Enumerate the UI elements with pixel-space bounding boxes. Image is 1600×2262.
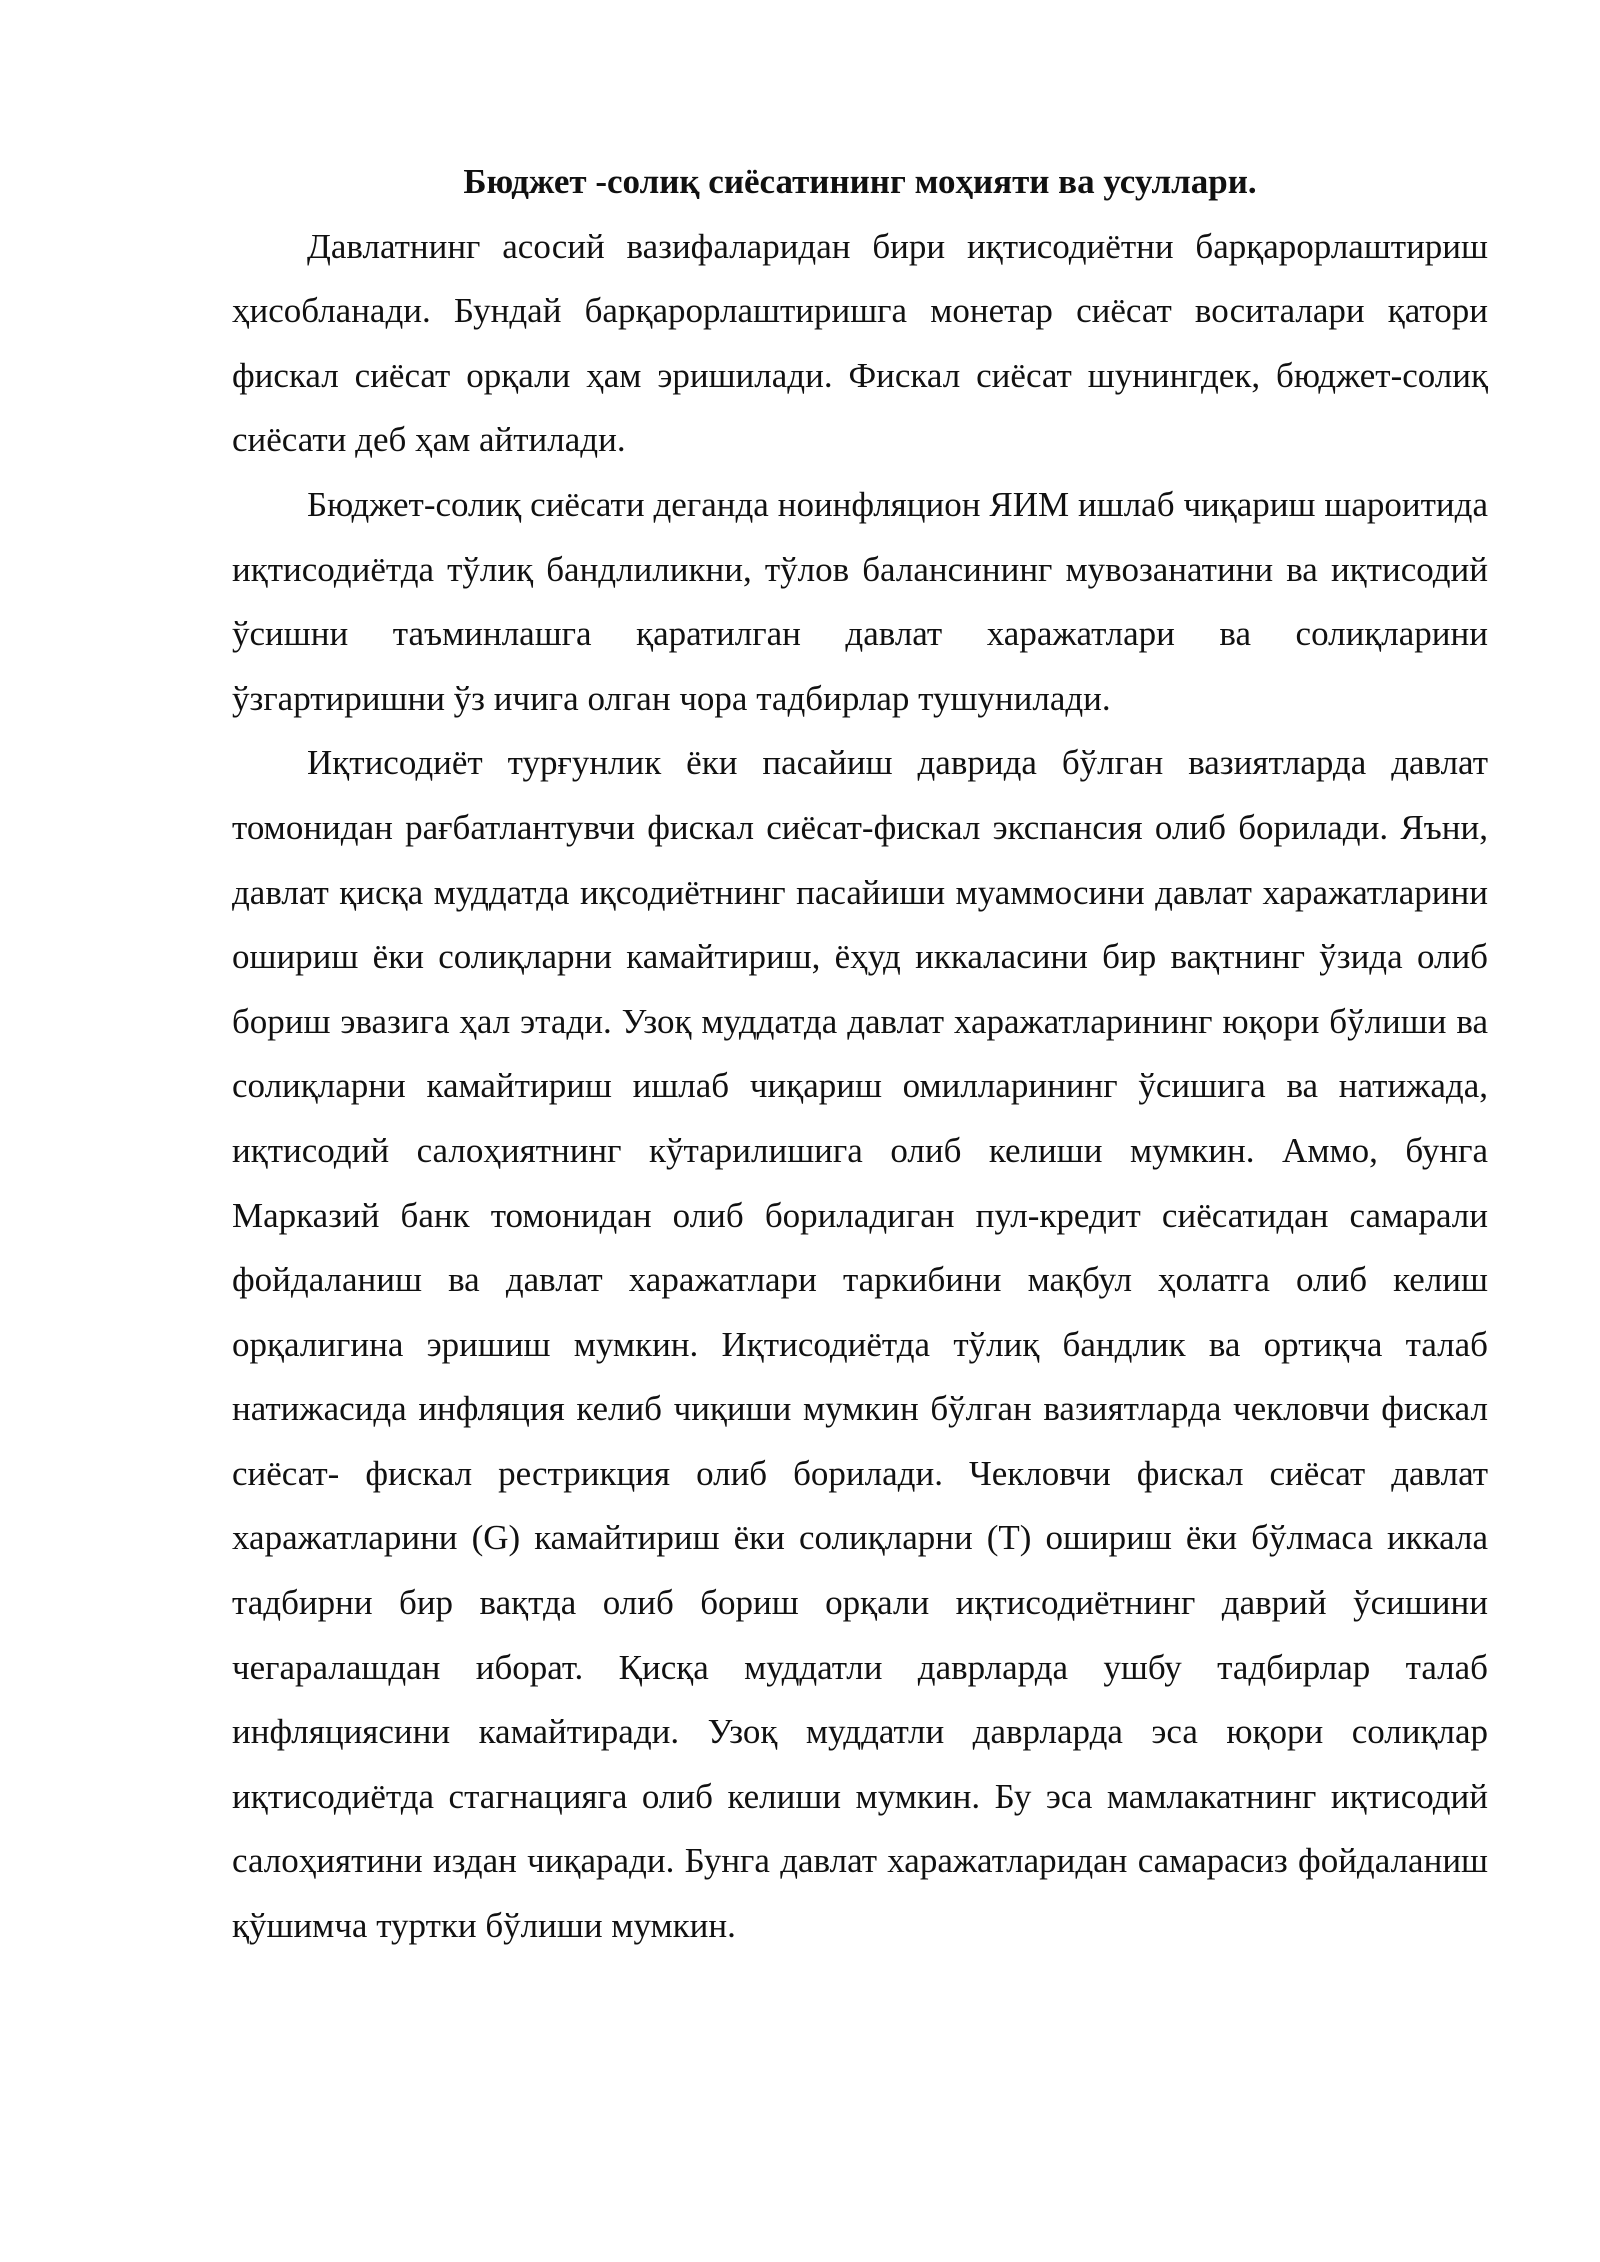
document-page bbox=[232, 150, 1488, 1959]
paragraph-1: Давлатнинг асосий вазифаларидан бири иқтисодиётни барқарорлаштириш ҳисобланади. Бундай барқарорлаштиришга монетар сиёсат воситалари қатори фискал сиёсат орқали ҳам эришилади. Фискал сиёсат шунингдек, бюджет-солиқ сиёсати деб ҳам айтилади. bbox=[232, 226, 1488, 460]
paragraph-2: Бюджет-солиқ сиёсати деганда ноинфляцион ЯИМ ишлаб чиқариш шароитида иқтисодиётда тўлиқ бандлиликни, тўлов балансининг мувозанатини ва иқтисодий ўсишни таъминлашга қаратилган давлат харажатлари ва солиқларини ўзгартиришни ўз ичига олган чора тадбирлар тушунилади. bbox=[232, 484, 1488, 718]
document-title: Бюджет -солиқ сиёсатининг моҳияти ва усуллари. bbox=[463, 162, 1257, 201]
paragraph-3: Иқтисодиёт турғунлик ёки пасайиш даврида бўлган вазиятларда давлат томонидан рағбатлантувчи фискал сиёсат-фискал экспансия олиб борилади. Яъни, давлат қисқа муддатда иқсодиётнинг пасайиши муаммосини давлат харажатларини ошириш ёки солиқларни камайтириш, ёҳуд иккаласини бир вақтнинг ўзида олиб бориш эвазига ҳал этади. Узоқ муддатда давлат харажатларининг юқори бўлиши ва солиқларни камайтириш ишлаб чиқариш омилларининг ўсишига ва натижада, иқтисодий салоҳиятнинг кўтарилишига олиб келиши мумкин. Аммо, бунга Марказий банк томонидан олиб бориладиган пул-кредит сиёсатидан самарали фойдаланиш ва давлат харажатлари таркибини мақбул ҳолатга олиб келиш орқалигина эришиш мумкин. Иқтисодиётда тўлиқ бандлик ва ортиқча талаб натижасида инфляция келиб чиқиши мумкин бўлган вазиятларда чекловчи фискал сиёсат- фискал рестрикция олиб борилади. Чекловчи фискал сиёсат давлат харажатларини (G) камайтириш ёки солиқларни (T) ошириш ёки бўлмаса иккала тадбирни бир вақтда олиб бориш орқали иқтисодиётнинг даврий ўсишини чегаралашдан иборат. Қисқа муддатли даврларда ушбу тадбирлар талаб инфляциясини камайтиради. Узоқ муддатли даврларда эса юқори солиқлар иқтисодиётда стагнацияга олиб келиши мумкин. Бу эса мамлакатнинг иқтисодий салоҳиятини издан чиқаради. Бунга давлат харажатларидан самарасиз фойдаланиш қўшимча туртки бўлиши мумкин. bbox=[232, 743, 1488, 1946]
